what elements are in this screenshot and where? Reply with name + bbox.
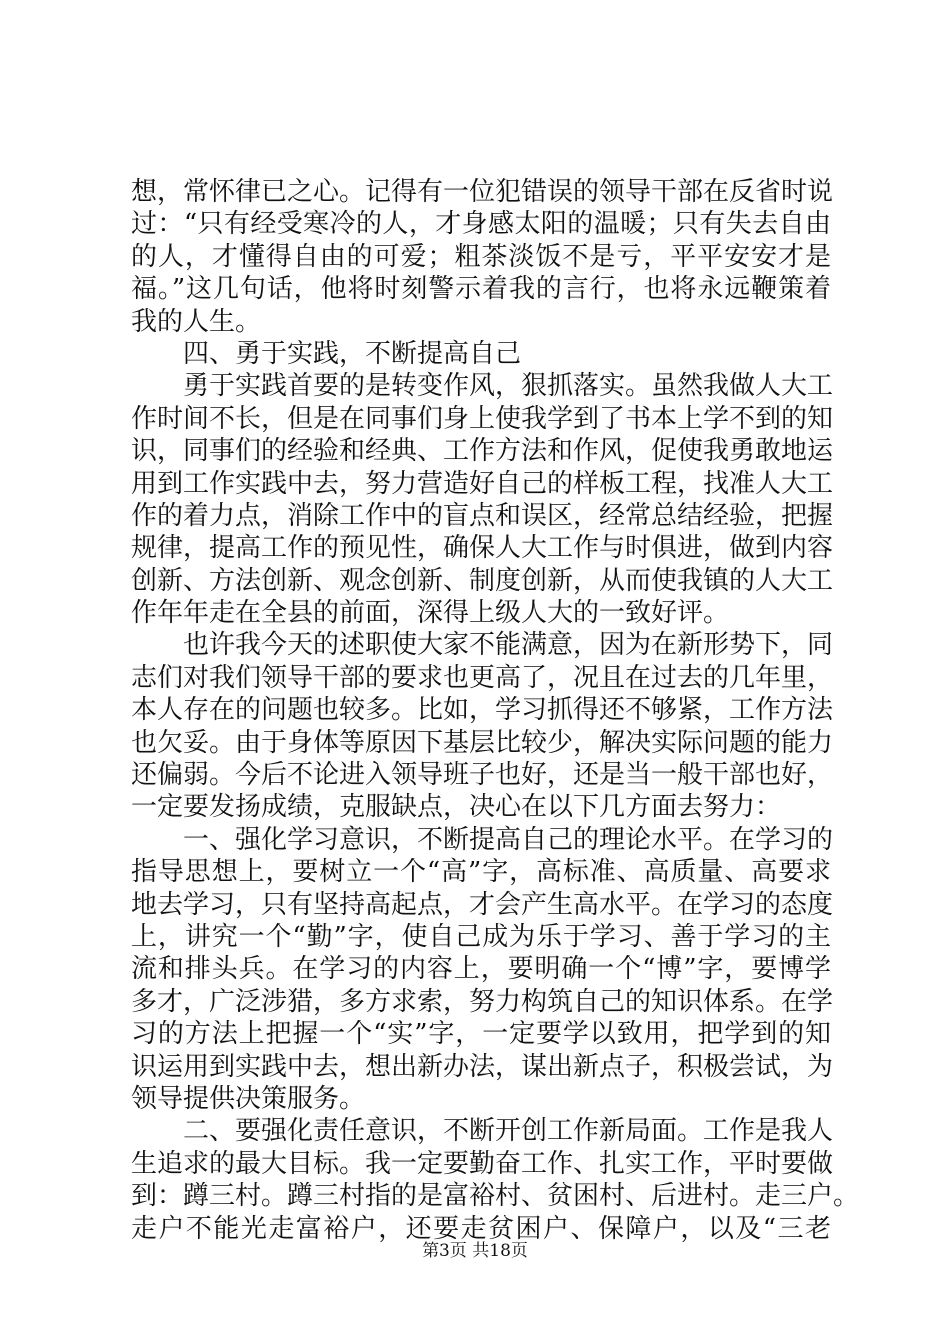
text-line: 一、强化学习意识，不断提高自己的理论水平。在学习的 xyxy=(183,824,834,855)
text-line: 多才，广泛涉猎，多方求索，努力构筑自己的知识体系。在学 xyxy=(131,986,834,1017)
text-line: 我的人生。 xyxy=(131,306,262,337)
text-line: 也欠妥。由于身体等原因下基层比较少，解决实际问题的能力 xyxy=(131,727,834,758)
text-line: 的人，才懂得自由的可爱；粗茶淡饭不是亏，平平安安才是 xyxy=(131,241,831,272)
text-line: 过：“只有经受寒冷的人，才身感太阳的温暖；只有失去自由 xyxy=(131,209,831,240)
text-line: 习的方法上把握一个“实”字，一定要学以致用，把学到的知 xyxy=(131,1019,831,1050)
text-line: 二、要强化责任意识，不断开创工作新局面。工作是我人 xyxy=(183,1116,834,1147)
text-line: 作时间不长，但是在同事们身上使我学到了书本上学不到的知 xyxy=(131,403,834,434)
text-line: 领导提供决策服务。 xyxy=(131,1083,366,1114)
document-body xyxy=(131,176,860,1245)
text-line: 识运用到实践中去，想出新办法，谋出新点子，积极尝试，为 xyxy=(131,1051,834,1082)
text-line: 规律，提高工作的预见性，确保人大工作与时俱进，做到内容 xyxy=(131,533,834,564)
text-line: 走户不能光走富裕户，还要走贫困户、保障户，以及“三老 xyxy=(131,1213,831,1244)
text-line: 还偏弱。今后不论进入领导班子也好，还是当一般干部也好， xyxy=(131,760,834,791)
text-line: 流和排头兵。在学习的内容上，要明确一个“博”字，要博学 xyxy=(131,954,831,985)
text-line: 作的着力点，消除工作中的盲点和误区，经常总结经验，把握 xyxy=(131,500,834,531)
text-line: 一定要发扬成绩，克服缺点，决心在以下几方面去努力： xyxy=(131,792,782,823)
text-line: 勇于实践首要的是转变作风，狠抓落实。虽然我做人大工 xyxy=(183,371,834,402)
text-line: 到：蹲三村。蹲三村指的是富裕村、贫困村、后进村。走三户。 xyxy=(131,1181,860,1212)
text-line: 想，常怀律已之心。记得有一位犯错误的领导干部在反省时说 xyxy=(131,177,834,207)
page-number: 第3页 共18页 xyxy=(422,1241,528,1261)
text-line: 创新、方法创新、观念创新、制度创新，从而使我镇的人大工 xyxy=(131,565,834,596)
text-line: 地去学习，只有坚持高起点，才会产生高水平。在学习的态度 xyxy=(131,889,834,920)
text-line: 识，同事们的经验和经典、工作方法和作风，促使我勇敢地运 xyxy=(131,436,834,467)
text-line: 生追求的最大目标。我一定要勤奋工作、扎实工作，平时要做 xyxy=(131,1148,834,1179)
text-line: 指导思想上，要树立一个“高”字，高标准、高质量、高要求 xyxy=(131,857,831,888)
text-line: 也许我今天的述职使大家不能满意，因为在新形势下，同 xyxy=(183,630,834,661)
text-line: 本人存在的问题也较多。比如，学习抓得还不够紧，工作方法 xyxy=(131,695,834,726)
text-line: 作年年走在全县的前面，深得上级人大的一致好评。 xyxy=(131,598,730,629)
text-line: 用到工作实践中去，努力营造好自己的样板工程，找准人大工 xyxy=(131,468,834,499)
page-footer xyxy=(0,1239,950,1263)
text-line: 福。”这几句话，他将时刻警示着我的言行，也将永远鞭策着 xyxy=(131,274,831,305)
text-line: 志们对我们领导干部的要求也更高了，况且在过去的几年里， xyxy=(131,662,834,693)
text-line: 上，讲究一个“勤”字，使自己成为乐于学习、善于学习的主 xyxy=(131,921,831,952)
text-line: 四、勇于实践，不断提高自己 xyxy=(183,338,522,369)
